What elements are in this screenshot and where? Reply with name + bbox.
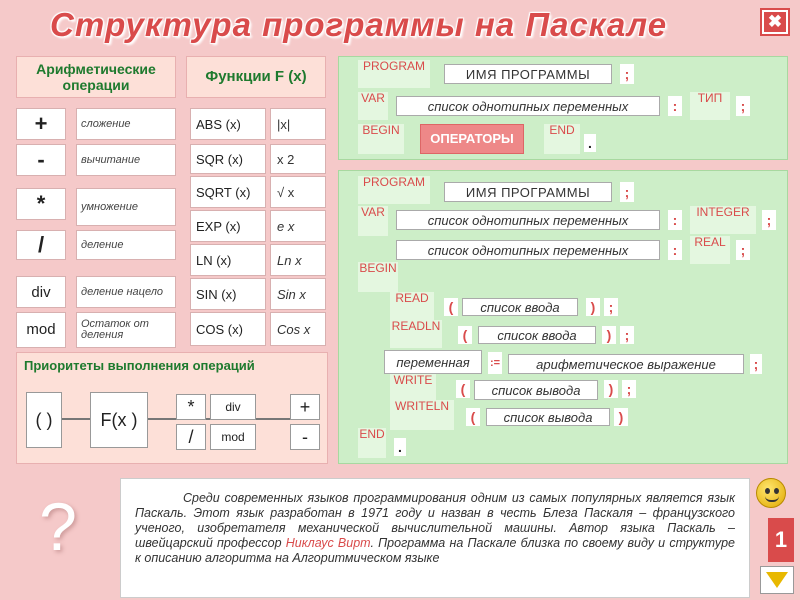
p1-begin-keyword: BEGIN	[358, 124, 404, 154]
p2-read-list: список ввода	[462, 298, 578, 316]
p2-write-rparen: )	[604, 380, 618, 398]
p2-writeln-rparen: )	[614, 408, 628, 426]
p1-semicolon-1: ;	[620, 64, 634, 84]
op-mod: mod	[16, 312, 66, 348]
p1-type: ТИП	[690, 92, 730, 120]
p2-read-lparen: (	[444, 298, 458, 316]
funcs-header: Функции F (x)	[186, 56, 326, 98]
p2-semicolon-7: ;	[622, 380, 636, 398]
fn-sqr: SQR (x)	[190, 144, 266, 174]
p2-program-keyword: PROGRAM	[358, 176, 430, 204]
p2-semicolon-2: ;	[762, 210, 776, 230]
prio-slash: /	[176, 424, 206, 450]
op-plus: +	[16, 108, 66, 140]
p2-integer: INTEGER	[690, 206, 756, 234]
op-div: /	[16, 230, 66, 260]
p2-assign: :=	[488, 352, 502, 374]
p2-write-lparen: (	[456, 380, 470, 398]
p2-readln-rparen: )	[602, 326, 616, 344]
p2-writeln-lparen: (	[466, 408, 480, 426]
fn-sin: SIN (x)	[190, 278, 266, 310]
prio-function: F(x )	[90, 392, 148, 448]
fn-abs-math: |x|	[270, 108, 326, 140]
fn-cos: COS (x)	[190, 312, 266, 346]
p2-expression: арифметическое выражение	[508, 354, 744, 374]
p2-program-name: ИМЯ ПРОГРАММЫ	[444, 182, 612, 202]
op-minus: -	[16, 144, 66, 176]
priorities-title: Приоритеты выполнения операций	[24, 358, 255, 373]
info-text	[120, 478, 750, 598]
close-icon: ✖	[764, 12, 786, 32]
fn-sqrt-math: √ x	[270, 176, 326, 208]
p2-end-keyword: END	[358, 428, 386, 458]
fn-exp-math: e x	[270, 210, 326, 242]
p2-semicolon-3: ;	[736, 240, 750, 260]
p2-semicolon-1: ;	[620, 182, 634, 202]
p1-operators: ОПЕРАТОРЫ	[420, 124, 524, 154]
p2-readln-keyword: READLN	[390, 320, 442, 348]
next-slide-button[interactable]	[760, 566, 794, 594]
prio-mod: mod	[210, 424, 256, 450]
info-text-part1: Среди современных языков программирования одним из самых популярных является язык Паскаль. Этот язык разработан в 1971 году и назван в честь Блеза Паскаля – французского ученого, изобретателя механической вычислительной машины. Автор языка Паскаль – швейцарский профессор	[135, 491, 735, 550]
p1-colon: :	[668, 96, 682, 116]
p2-readln-lparen: (	[458, 326, 472, 344]
fn-cos-math: Cos x	[270, 312, 326, 346]
p2-semicolon-4: ;	[604, 298, 618, 316]
p2-variable: переменная	[384, 350, 482, 374]
p2-semicolon-6: ;	[750, 354, 762, 374]
prio-div: div	[210, 394, 256, 420]
p1-semicolon-2: ;	[736, 96, 750, 116]
smiley-icon[interactable]	[756, 478, 786, 508]
page-title: Структура программы на Паскале	[50, 6, 668, 43]
fn-ln-math: Ln x	[270, 244, 326, 276]
op-mul-desc: умножение	[76, 188, 176, 226]
prio-minus: -	[290, 424, 320, 450]
op-intdiv: div	[16, 276, 66, 308]
fn-abs: ABS (x)	[190, 108, 266, 140]
p2-var-list-2: список однотипных переменных	[396, 240, 660, 260]
prio-mul: *	[176, 394, 206, 420]
p1-end-keyword: END	[544, 124, 580, 154]
p2-writeln-list: список вывода	[486, 408, 610, 426]
info-text-part2: . Программа на Паскале близка по своему виду и структуре к описанию алгоритма на Алгоритмическом языке	[135, 536, 735, 565]
p2-colon-2: :	[668, 240, 682, 260]
arith-header: Арифметические операции	[16, 56, 176, 98]
p2-read-keyword: READ	[390, 292, 434, 320]
fn-ln: LN (x)	[190, 244, 266, 276]
op-intdiv-desc: деление нацело	[76, 276, 176, 308]
op-plus-desc: сложение	[76, 108, 176, 140]
p2-dot: .	[394, 438, 406, 456]
p1-program-keyword: PROGRAM	[358, 60, 430, 88]
arrow-down-icon	[766, 572, 788, 588]
page-number: 1	[768, 518, 794, 562]
p2-real: REAL	[690, 236, 730, 264]
op-mod-desc: Остаток от деления	[76, 312, 176, 348]
p2-read-rparen: )	[586, 298, 600, 316]
p1-dot: .	[584, 134, 596, 152]
p1-var-keyword: VAR	[358, 92, 388, 120]
p2-begin-keyword: BEGIN	[358, 262, 398, 292]
op-div-desc: деление	[76, 230, 176, 260]
prio-plus: +	[290, 394, 320, 420]
p2-write-list: список вывода	[474, 380, 598, 400]
fn-exp: EXP (x)	[190, 210, 266, 242]
p2-var-list-1: список однотипных переменных	[396, 210, 660, 230]
close-button[interactable]	[760, 8, 790, 36]
fn-sqrt: SQRT (x)	[190, 176, 266, 208]
fn-sin-math: Sin x	[270, 278, 326, 310]
p2-write-keyword: WRITE	[390, 374, 436, 402]
prio-parentheses: ( )	[26, 392, 62, 448]
question-mark-icon[interactable]: ?	[39, 489, 77, 565]
p2-readln-list: список ввода	[478, 326, 596, 344]
info-author-name: Никлаус Вирт	[285, 536, 371, 550]
p2-var-keyword: VAR	[358, 206, 388, 236]
p2-writeln-keyword: WRITELN	[390, 400, 454, 430]
p1-program-name: ИМЯ ПРОГРАММЫ	[444, 64, 612, 84]
p2-semicolon-5: ;	[620, 326, 634, 344]
op-mul: *	[16, 188, 66, 220]
p1-var-list: список однотипных переменных	[396, 96, 660, 116]
p2-colon-1: :	[668, 210, 682, 230]
fn-sqr-math: x 2	[270, 144, 326, 174]
op-minus-desc: вычитание	[76, 144, 176, 176]
